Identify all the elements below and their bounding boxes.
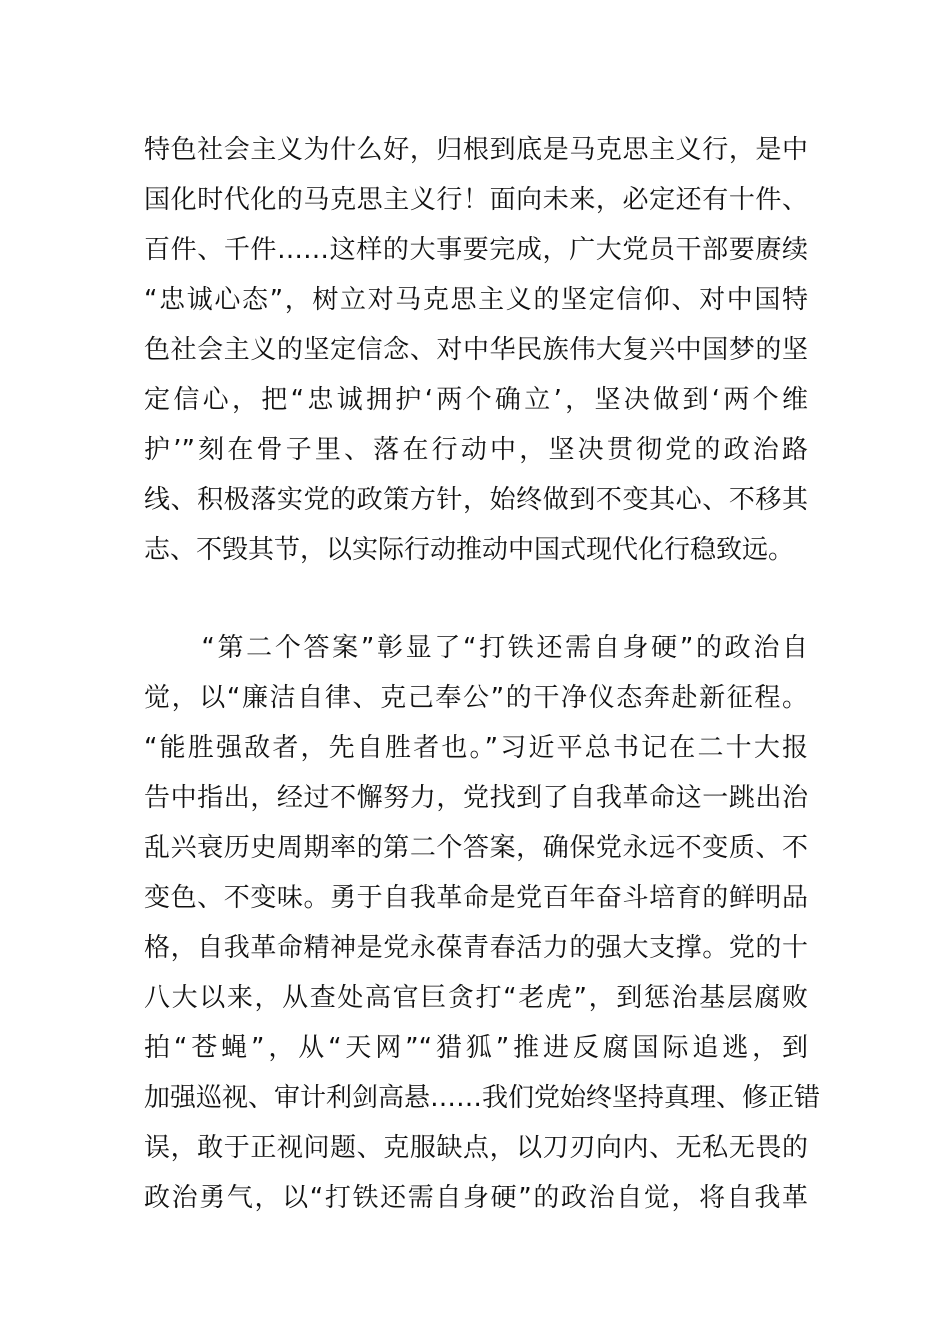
paragraph-line: 变色、不变味。勇于自我革命是党百年奋斗培育的鲜明品 — [144, 883, 808, 913]
paragraph-line: 特色社会主义为什么好，归根到底是马克思主义行，是中 — [144, 135, 808, 165]
paragraph-line: 护’”刻在骨子里、落在行动中，坚决贯彻党的政治路 — [144, 435, 808, 465]
paragraph-line: 定信心，把“忠诚拥护‘两个确立’，坚决做到‘两个维 — [144, 385, 808, 415]
paragraph-line: “第二个答案”彰显了“打铁还需自身硬”的政治自 — [144, 633, 808, 663]
paragraph-line: 八大以来，从查处高官巨贪打“老虎”，到惩治基层腐败 — [144, 983, 808, 1013]
paragraph-line: 志、不毁其节，以实际行动推动中国式现代化行稳致远。 — [144, 535, 795, 565]
paragraph-line: 加强巡视、审计利剑高悬……我们党始终坚持真理、修正错 — [144, 1083, 821, 1113]
paragraph-line: 告中指出，经过不懈努力，党找到了自我革命这一跳出治 — [144, 783, 808, 813]
paragraph-line: 乱兴衰历史周期率的第二个答案，确保党永远不变质、不 — [144, 833, 808, 863]
paragraph-line: “忠诚心态”，树立对马克思主义的坚定信仰、对中国特 — [144, 285, 808, 315]
paragraph-line: 百件、千件……这样的大事要完成，广大党员干部要赓续 — [144, 235, 808, 265]
paragraph-line: 政治勇气，以“打铁还需自身硬”的政治自觉，将自我革 — [144, 1183, 808, 1213]
paragraph-line: 线、积极落实党的政策方针，始终做到不变其心、不移其 — [144, 485, 808, 515]
paragraph-line: 国化时代化的马克思主义行！面向未来，必定还有十件、 — [144, 185, 808, 215]
paragraph-line: 觉，以“廉洁自律、克己奉公”的干净仪态奔赴新征程。 — [144, 683, 808, 713]
paragraph-line: “能胜强敌者，先自胜者也。”习近平总书记在二十大报 — [144, 733, 808, 763]
paragraph-line: 误，敢于正视问题、克服缺点，以刀刃向内、无私无畏的 — [144, 1133, 808, 1163]
paragraph-line: 拍“苍蝇”，从“天网”“猎狐”推进反腐国际追逃，到 — [144, 1033, 808, 1063]
paragraph-line: 格，自我革命精神是党永葆青春活力的强大支撑。党的十 — [144, 933, 808, 963]
paragraph-line: 色社会主义的坚定信念、对中华民族伟大复兴中国梦的坚 — [144, 335, 808, 365]
